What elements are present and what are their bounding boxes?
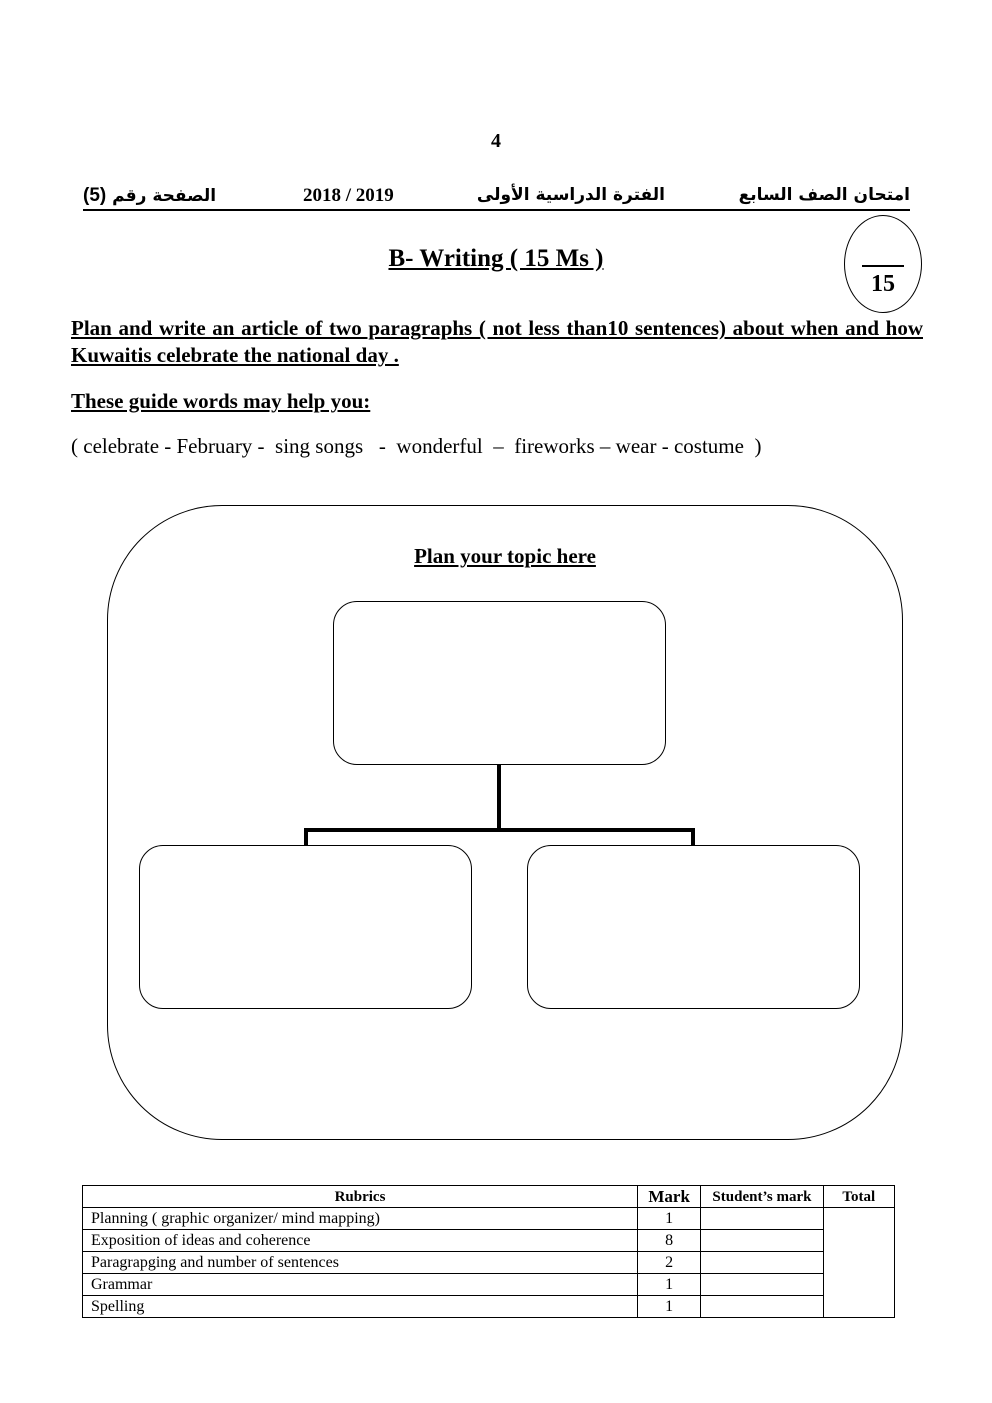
table-row: [83, 1296, 895, 1318]
student-mark-cell[interactable]: [701, 1296, 823, 1318]
student-mark-header: Student’s mark: [701, 1186, 823, 1208]
total-header: Total: [823, 1186, 894, 1208]
page-label-number: (5): [83, 185, 107, 206]
rubrics-table: [82, 1185, 895, 1318]
task-instructions: Plan and write an article of two paragraphs ( not less than10 sentences) about when and how Kuwaitis celebrate the national day .: [71, 316, 923, 367]
rubric-criterion: Grammar: [83, 1274, 638, 1296]
guide-words-title: These guide words may help you:: [71, 389, 371, 413]
student-mark-cell[interactable]: [701, 1230, 823, 1252]
score-circle: [844, 215, 922, 313]
organizer-box-paragraph-2[interactable]: [527, 845, 860, 1009]
page-label: [83, 185, 216, 207]
table-row: [83, 1208, 895, 1230]
exam-header: [83, 183, 910, 211]
guide-words: ( celebrate - February - sing songs - wonderful – fireworks – wear - costume ): [71, 434, 762, 458]
rubric-criterion: Spelling: [83, 1296, 638, 1318]
table-row: [83, 1252, 895, 1274]
page-number: 4: [491, 130, 501, 152]
rubric-criterion: Exposition of ideas and coherence: [83, 1230, 638, 1252]
connector-line: [304, 828, 308, 846]
table-header-row: [83, 1186, 895, 1208]
student-mark-cell[interactable]: [701, 1274, 823, 1296]
total-cell[interactable]: [823, 1208, 894, 1318]
organizer-box-main[interactable]: [333, 601, 666, 765]
rubric-mark: 8: [638, 1230, 701, 1252]
score-total: 15: [871, 271, 895, 297]
connector-line: [497, 764, 501, 830]
connector-line: [691, 828, 695, 846]
rubrics-header: Rubrics: [83, 1186, 638, 1208]
organizer-box-paragraph-1[interactable]: [139, 845, 472, 1009]
school-year: 2018 / 2019: [303, 185, 394, 206]
term-label: الفترة الدراسية الأولى: [476, 185, 665, 205]
rubric-mark: 2: [638, 1252, 701, 1274]
table-row: [83, 1230, 895, 1252]
rubric-criterion: Paragrapging and number of sentences: [83, 1252, 638, 1274]
score-blank-line: [862, 265, 904, 267]
page-label-text: الصفحة رقم: [112, 186, 217, 206]
student-mark-cell[interactable]: [701, 1252, 823, 1274]
student-mark-cell[interactable]: [701, 1208, 823, 1230]
table-row: [83, 1274, 895, 1296]
rubric-criterion: Planning ( graphic organizer/ mind mapping): [83, 1208, 638, 1230]
plan-title: Plan your topic here: [414, 544, 596, 568]
exam-title: امتحان الصف السابع: [738, 185, 910, 205]
connector-line: [304, 828, 695, 832]
rubric-mark: 1: [638, 1296, 701, 1318]
section-title: B- Writing ( 15 Ms ): [388, 245, 604, 272]
rubric-mark: 1: [638, 1274, 701, 1296]
mark-header: Mark: [638, 1186, 701, 1208]
rubric-mark: 1: [638, 1208, 701, 1230]
